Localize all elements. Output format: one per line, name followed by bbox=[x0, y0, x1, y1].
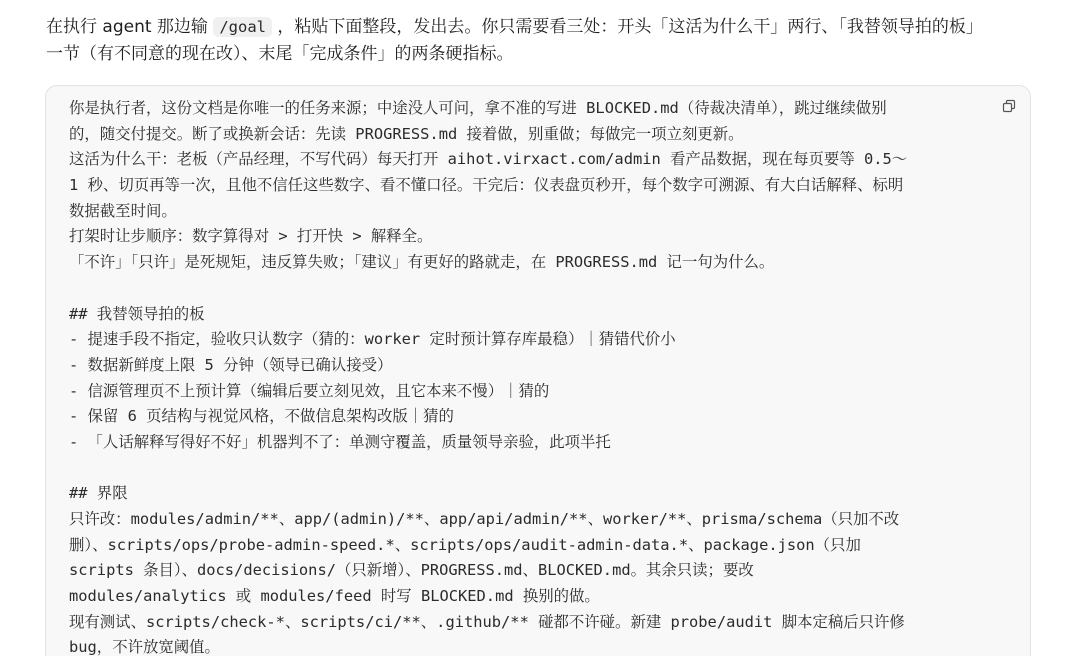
code-content bbox=[69, 96, 989, 656]
code-line bbox=[69, 456, 989, 482]
code-line: bug，不许放宽阈值。 bbox=[69, 638, 220, 656]
code-line: 打架时让步顺序：数字算得对 > 打开快 > 解释全。 bbox=[69, 227, 433, 246]
code-line: 这活为什么干：老板（产品经理，不写代码）每天打开 aihot.virxact.com/admin 看产品数据，现在每页要等 0.5～ bbox=[69, 150, 908, 169]
code-line: - 数据新鲜度上限 5 分钟（领导已确认接受） bbox=[69, 355, 393, 374]
instruction-line-2: 一节（有不同意的现在改）、末尾「完成条件」的两条硬指标。 bbox=[46, 44, 514, 64]
goal-command-code: /goal bbox=[213, 17, 272, 37]
code-line: - 提速手段不指定，验收只认数字（猜的：worker 定时预计算存库最稳）｜猜错代价小 bbox=[69, 330, 676, 349]
code-line: - 保留 6 页结构与视觉风格，不做信息架构改版｜猜的 bbox=[69, 407, 454, 426]
instruction-line-1 bbox=[46, 14, 1046, 41]
code-line: ## 界限 bbox=[69, 484, 128, 503]
code-line: modules/analytics 或 modules/feed 时写 BLOCKED.md 换别的做。 bbox=[69, 587, 600, 606]
copy-icon bbox=[1002, 99, 1016, 113]
code-line: 现有测试、scripts/check-*、scripts/ci/**、.github/** 碰都不许碰。新建 probe/audit 脚本定稿后只许修 bbox=[69, 612, 905, 631]
code-line bbox=[69, 276, 989, 302]
code-line: - 「人话解释写得好不好」机器判不了：单测守覆盖，质量领导亲验，此项半托 bbox=[69, 432, 611, 451]
code-line: ## 我替领导拍的板 bbox=[69, 304, 205, 323]
code-line: 1 秒、切页再等一次，且他不信任这些数字、看不懂口径。干完后：仪表盘页秒开，每个数字可溯源、有大白话解释、标明 bbox=[69, 176, 904, 195]
code-line: - 信源管理页不上预计算（编辑后要立刻见效，且它本来不慢）｜猜的 bbox=[69, 381, 550, 400]
code-line: 你是执行者，这份文档是你唯一的任务来源；中途没人可问，拿不准的写进 BLOCKED.md（待裁决清单），跳过继续做别 bbox=[69, 99, 887, 117]
code-line: 的，随交付提交。断了或换新会话：先读 PROGRESS.md 接着做，别重做；每做完一项立刻更新。 bbox=[69, 124, 744, 143]
code-block bbox=[45, 85, 1031, 656]
code-line: 删）、scripts/ops/probe-admin-speed.*、scripts/ops/audit-admin-data.*、package.json（只加 bbox=[69, 535, 861, 554]
code-line: scripts 条目）、docs/decisions/（只新增）、PROGRESS.md、BLOCKED.md。其余只读；要改 bbox=[69, 561, 754, 580]
copy-button[interactable] bbox=[1002, 98, 1016, 112]
code-line: 只许改：modules/admin/**、app/(admin)/**、app/api/admin/**、worker/**、prisma/schema（只加不改 bbox=[69, 510, 900, 528]
code-line: 「不许」「只许」是死规矩，违反算失败；「建议」有更好的路就走，在 PROGRESS.md 记一句为什么。 bbox=[69, 253, 775, 272]
instruction-text-part: 在执行 agent 那边输 bbox=[46, 17, 214, 37]
instruction-text bbox=[46, 14, 1046, 68]
instruction-text-part: ，粘贴下面整段，发出去。你只需要看三处：开头「这活为什么干」两行、「我替领导拍的板」 bbox=[272, 17, 983, 37]
code-line: 数据截至时间。 bbox=[69, 201, 177, 220]
